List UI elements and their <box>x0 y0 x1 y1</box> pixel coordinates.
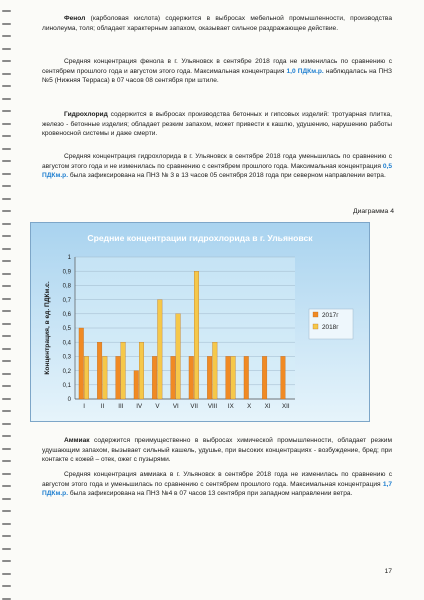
bar-2017г-III <box>116 356 121 399</box>
ammonia-term: Аммиак <box>64 437 90 444</box>
binding-ring <box>2 335 11 337</box>
legend-label: 2017г <box>322 312 339 319</box>
bar-2018г-VI <box>176 314 181 399</box>
binding-ring <box>2 360 11 362</box>
x-tick-label: VIII <box>207 403 218 410</box>
hcl-stats-text: Средняя концентрация гидрохлорида в г. Ульяновск в сентябре 2018 года уменьшилась по сравнению с августом этого года и не изменилась по сравнению с сентябрем прошлого года. Максимальная концентрация <box>42 153 392 170</box>
y-tick-label: 0,8 <box>62 283 71 290</box>
hcl-chart <box>30 222 370 422</box>
phenol-paragraph <box>42 14 392 33</box>
binding-ring <box>2 173 11 175</box>
binding-ring <box>2 135 11 137</box>
x-tick-label: III <box>118 403 124 410</box>
x-tick-label: IX <box>227 403 234 410</box>
binding-ring <box>2 535 11 537</box>
binding-ring <box>2 423 11 425</box>
y-tick-label: 0,5 <box>62 326 71 333</box>
y-tick-label: 0,9 <box>62 269 71 276</box>
binding-ring <box>2 198 11 200</box>
bar-2018г-V <box>158 300 163 399</box>
binding-ring <box>2 523 11 525</box>
x-tick-label: XI <box>264 403 271 410</box>
x-tick-label: VI <box>172 403 179 410</box>
spiral-binding <box>0 0 14 600</box>
binding-ring <box>2 60 11 62</box>
bar-2018г-IV <box>139 342 144 399</box>
bar-2017г-X <box>244 356 249 399</box>
bar-2017г-V <box>152 356 157 399</box>
page-number: 17 <box>384 568 392 575</box>
phenol-stats-text: Средняя концентрация фенола в г. Ульяновск в сентябре 2018 года не изменилась по сравнению с сентябрем прошлого года и августом этого года. Максимальная концентрация <box>42 58 392 75</box>
binding-ring <box>2 10 11 12</box>
x-tick-label: X <box>247 403 252 410</box>
binding-ring <box>2 223 11 225</box>
chart-title: Средние концентрации гидрохлорида в г. Ульяновск <box>87 233 313 243</box>
hcl-chart-svg <box>31 223 369 421</box>
ammonia-stats-text: Средняя концентрация аммиака в г. Ульяновск в сентябре 2018 года не изменилась по сравнению с августом этого года и уменьшилась по сравнению с сентябрем прошлого года. Максимальная концентрация <box>42 471 392 488</box>
y-tick-label: 0 <box>67 397 71 404</box>
y-tick-label: 0,4 <box>62 340 71 347</box>
binding-ring <box>2 485 11 487</box>
binding-ring <box>2 48 11 50</box>
binding-ring <box>2 385 11 387</box>
hcl-stats-paragraph <box>42 152 392 181</box>
binding-ring <box>2 310 11 312</box>
bar-2017г-IX <box>226 356 231 399</box>
binding-ring <box>2 260 11 262</box>
binding-ring <box>2 235 11 237</box>
hcl-max-value: 0,5 ПДКм.р. <box>42 162 392 180</box>
bar-2018г-IX <box>231 356 236 399</box>
binding-ring <box>2 598 11 600</box>
bar-2017г-I <box>79 328 84 399</box>
hcl-paragraph <box>42 110 392 139</box>
binding-ring <box>2 85 11 87</box>
binding-ring <box>2 210 11 212</box>
binding-ring <box>2 248 11 250</box>
binding-ring <box>2 573 11 575</box>
binding-ring <box>2 98 11 100</box>
phenol-max-value: 1,0 ПДКм.р. <box>286 67 324 75</box>
binding-ring <box>2 410 11 412</box>
legend-swatch <box>313 312 318 317</box>
binding-ring <box>2 585 11 587</box>
y-tick-label: 0,6 <box>62 312 71 318</box>
binding-ring <box>2 510 11 512</box>
hcl-stats-tail: была зафиксирована на ПНЗ № 3 в 13 часов 05 сентября 2018 года при северном направлении ветра. <box>68 172 386 180</box>
x-tick-label: IV <box>136 403 143 410</box>
ammonia-description: содержится преимущественно в выбросах химической промышленности, обладает резким удушающим запахом, вызывает сильный кашель, удушье, при высоких концентрациях - возбуждение, бред; при контакте с кожей – отек, ожег с пузырями. <box>42 437 392 464</box>
bar-2018г-I <box>84 356 89 399</box>
binding-ring <box>2 185 11 187</box>
y-tick-label: 0,2 <box>62 368 71 375</box>
binding-ring <box>2 298 11 300</box>
y-axis-label: Концентрация, в ед. ПДКм.с. <box>44 281 51 375</box>
x-tick-label: I <box>83 403 86 410</box>
binding-ring <box>2 123 11 125</box>
binding-ring <box>2 460 11 462</box>
bar-2017г-VI <box>171 356 176 399</box>
x-tick-label: XII <box>282 403 290 410</box>
bar-2018г-VIII <box>213 342 218 399</box>
binding-ring <box>2 285 11 287</box>
legend-swatch <box>313 324 318 329</box>
binding-ring <box>2 73 11 75</box>
phenol-term: Фенол <box>64 15 86 22</box>
y-tick-label: 0,1 <box>62 383 71 389</box>
bar-2017г-IV <box>134 371 139 399</box>
binding-ring <box>2 148 11 150</box>
bar-2018г-II <box>103 356 108 399</box>
x-tick-label: VII <box>190 403 198 410</box>
bar-2017г-II <box>97 342 102 399</box>
phenol-description: (карболовая кислота) содержится в выбросах мебельной промышленности, производства линолеума, толя; обладает характерным запахом, оказывает сильное раздражающее действие. <box>42 15 392 32</box>
x-tick-label: II <box>100 403 105 410</box>
binding-ring <box>2 110 11 112</box>
legend-label: 2018г <box>322 324 339 331</box>
phenol-stats-tail: наблюдалась на ПНЗ №5 (Нижняя Терраса) в 07 часов 08 сентября при штиле. <box>42 67 392 85</box>
y-tick-label: 1 <box>67 255 71 262</box>
ammonia-stats-paragraph <box>42 470 392 499</box>
y-tick-label: 0,3 <box>62 354 71 361</box>
y-tick-label: 0,7 <box>62 297 71 304</box>
diagram-label: Диаграмма 4 <box>352 208 394 215</box>
binding-ring <box>2 160 11 162</box>
binding-ring <box>2 23 11 25</box>
phenol-stats-paragraph <box>42 57 392 86</box>
binding-ring <box>2 348 11 350</box>
binding-ring <box>2 560 11 562</box>
binding-ring <box>2 498 11 500</box>
ammonia-max-value: 1,7 ПДКм.р. <box>42 480 392 498</box>
bar-2017г-VIII <box>207 356 212 399</box>
bar-2017г-XI <box>262 356 267 399</box>
hcl-term: Гидрохлорид <box>64 111 108 118</box>
binding-ring <box>2 448 11 450</box>
binding-ring <box>2 398 11 400</box>
bar-2017г-VII <box>189 356 194 399</box>
binding-ring <box>2 548 11 550</box>
binding-ring <box>2 473 11 475</box>
bar-2017г-XII <box>281 356 286 399</box>
x-tick-label: V <box>155 403 160 410</box>
ammonia-paragraph <box>42 436 392 465</box>
bar-2018г-III <box>121 342 126 399</box>
binding-ring <box>2 435 11 437</box>
hcl-description: содержится в выбросах производства бетонных и гипсовых изделий: тротуарная плитка, железо - бетонные изделия; обладает резким запахом, может привести к кашлю, удушению, нарушению работы кровеносной системы и даже смерти. <box>42 111 392 138</box>
ammonia-stats-tail: была зафиксирована на ПНЗ №4 в 07 часов 13 сентября при западном направлении ветра. <box>68 490 353 498</box>
binding-ring <box>2 35 11 37</box>
binding-ring <box>2 273 11 275</box>
bar-2018г-VII <box>194 271 199 399</box>
binding-ring <box>2 323 11 325</box>
binding-ring <box>2 373 11 375</box>
